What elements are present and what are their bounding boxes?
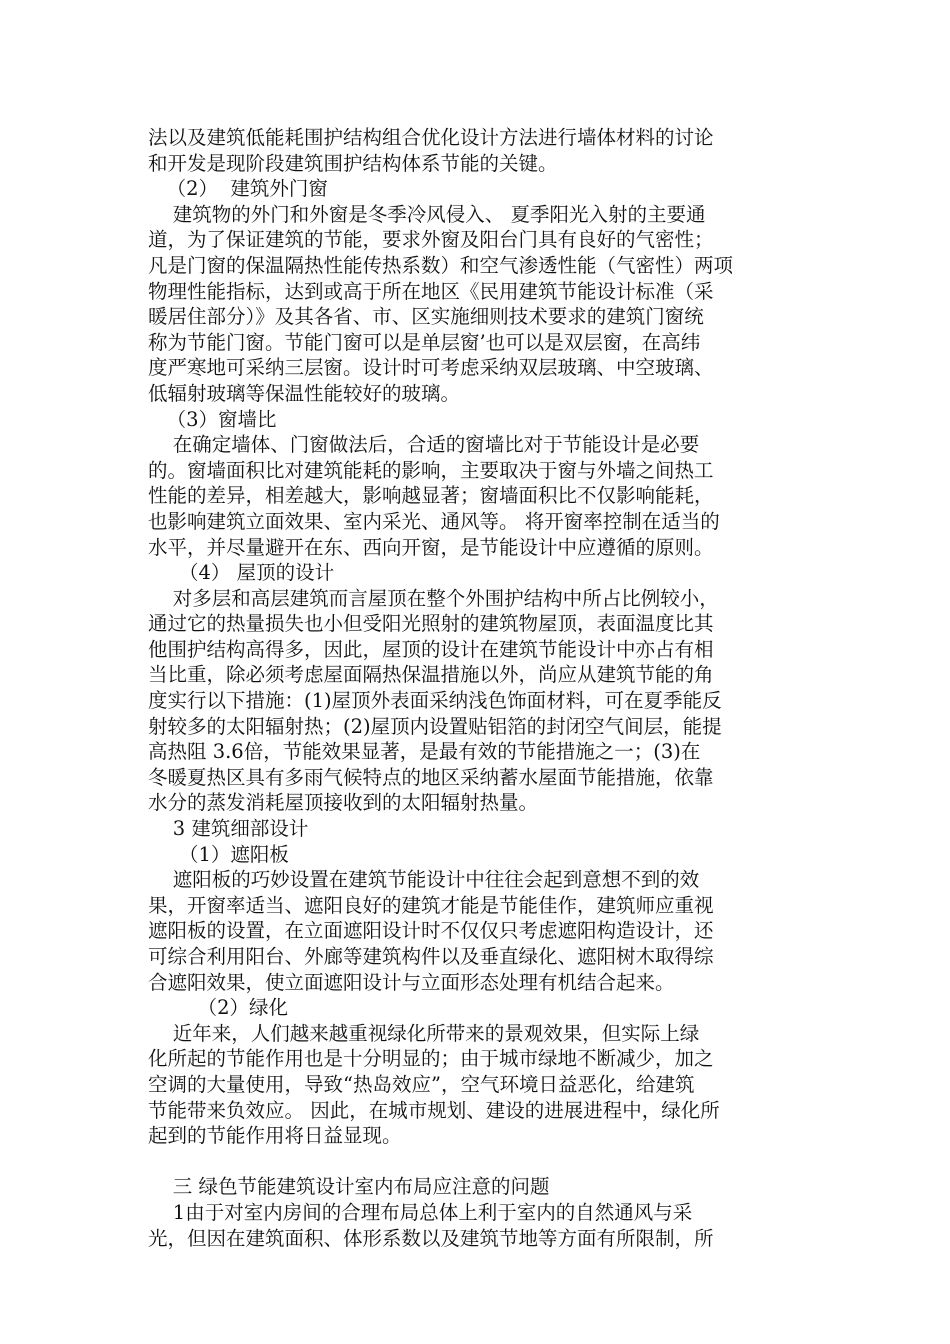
text-line: 果，开窗率适当、遮阳良好的建筑才能是节能佳作，建筑师应重视 <box>148 893 714 917</box>
text-line: 建筑物的外门和外窗是冬季冷风侵入、 夏季阳光入射的主要通 <box>148 202 706 226</box>
text-line: （2） 建筑外门窗 <box>148 177 328 201</box>
text-line: 3 建筑细部设计 <box>148 817 309 841</box>
text-line: 光，但因在建筑面积、体形系数以及建筑节地等方面有所限制，所 <box>148 1226 714 1250</box>
text-line: 合遮阳效果，使立面遮阳设计与立面形态处理有机结合起来。 <box>148 970 675 994</box>
text-line: 凡是门窗的保温隔热性能传热系数）和空气渗透性能（气密性）两项 <box>148 253 734 277</box>
text-line: 度实行以下措施：(1)屋顶外表面采纳浅色饰面材料，可在夏季能反 <box>148 689 722 713</box>
text-line: 高热阻 3.6倍，节能效果显著，是最有效的节能措施之一；(3)在 <box>148 740 701 764</box>
text-line: （1）遮阳板 <box>148 842 289 866</box>
text-line: 通过它的热量损失也小但受阳光照射的建筑物屋顶，表面温度比其 <box>148 612 714 636</box>
text-line: 法以及建筑低能耗围护结构组合优化设计方法进行墙体材料的讨论 <box>148 126 714 149</box>
text-line: 也影响建筑立面效果、室内采光、通风等。 将开窗率控制在适当的 <box>148 509 720 533</box>
text-line: 在确定墙体、门窗做法后，合适的窗墙比对于节能设计是必要 <box>148 433 700 457</box>
text-line: 射较多的太阳辐射热；(2)屋顶内设置贴铝箔的封闭空气间层，能提 <box>148 714 722 738</box>
text-line: 当比重，除必须考虑屋面隔热保温措施以外，尚应从建筑节能的角 <box>148 663 714 687</box>
text-line: 对多层和高层建筑而言屋顶在整个外围护结构中所占比例较小， <box>148 586 719 610</box>
text-line: （2）绿化 <box>148 996 288 1020</box>
document-body-text <box>148 125 808 1251</box>
text-line: （4） 屋顶的设计 <box>148 561 335 585</box>
text-line: 可综合利用阳台、外廊等建筑构件以及垂直绿化、遮阳树木取得综 <box>148 945 714 968</box>
text-line: （3）窗墙比 <box>148 407 277 431</box>
text-line: 度严寒地可采纳三层窗。设计时可考虑采纳双层玻璃、中空玻璃、 <box>148 356 714 380</box>
text-line: 水平，并尽量避开在东、西向开窗，是节能设计中应遵循的原则。 <box>148 535 714 559</box>
text-line: 称为节能门窗。节能门窗可以是单层窗’也可以是双层窗，在高纬 <box>148 330 701 354</box>
text-line: 近年来，人们越来越重视绿化所带来的景观效果，但实际上绿 <box>148 1021 700 1045</box>
text-line: 的。窗墙面积比对建筑能耗的影响，主要取决于窗与外墙之间热工 <box>148 458 714 482</box>
text-line: 性能的差异，相差越大，影响越显著；窗墙面积比不仅影响能耗， <box>148 484 714 508</box>
text-line: 1由于对室内房间的合理布局总体上利于室内的自然通风与采 <box>148 1200 693 1224</box>
text-line: 遮阳板的设置，在立面遮阳设计时不仅仅只考虑遮阳构造设计，还 <box>148 919 714 943</box>
text-line: 冬暖夏热区具有多雨气候特点的地区采纳蓄水屋面节能措施，依靠 <box>148 765 714 789</box>
text-line: 节能带来负效应。 因此，在城市规划、建设的进展进程中，绿化所 <box>148 1098 720 1122</box>
blank-line <box>148 1149 808 1175</box>
text-line: 化所起的节能作用也是十分明显的；由于城市绿地不断减少，加之 <box>148 1047 714 1071</box>
text-line: 空调的大量使用，导致“热岛效应”，空气环境日益恶化，给建筑 <box>148 1072 695 1096</box>
text-line: 水分的蒸发消耗屋顶接收到的太阳辐射热量。 <box>148 791 539 815</box>
text-line: 遮阳板的巧妙设置在建筑节能设计中往往会起到意想不到的效 <box>148 868 700 892</box>
text-line: 物理性能指标，达到或高于所在地区《民用建筑节能设计标准（采 <box>148 279 714 303</box>
text-line: 起到的节能作用将日益显现。 <box>148 1124 402 1148</box>
text-line: 暖居住部分）》及其各省、市、区实施细则技术要求的建筑门窗统 <box>148 305 704 329</box>
text-line: 道，为了保证建筑的节能，要求外窗及阳台门具有良好的气密性； <box>148 228 714 252</box>
text-line: 三 绿色节能建筑设计室内布局应注意的问题 <box>148 1175 550 1199</box>
text-line: 低辐射玻璃等保温性能较好的玻璃。 <box>148 381 461 405</box>
text-line: 他围护结构高得多，因此，屋顶的设计在建筑节能设计中亦占有相 <box>148 637 714 661</box>
text-line: 和开发是现阶段建筑围护结构体系节能的关键。 <box>148 151 558 175</box>
